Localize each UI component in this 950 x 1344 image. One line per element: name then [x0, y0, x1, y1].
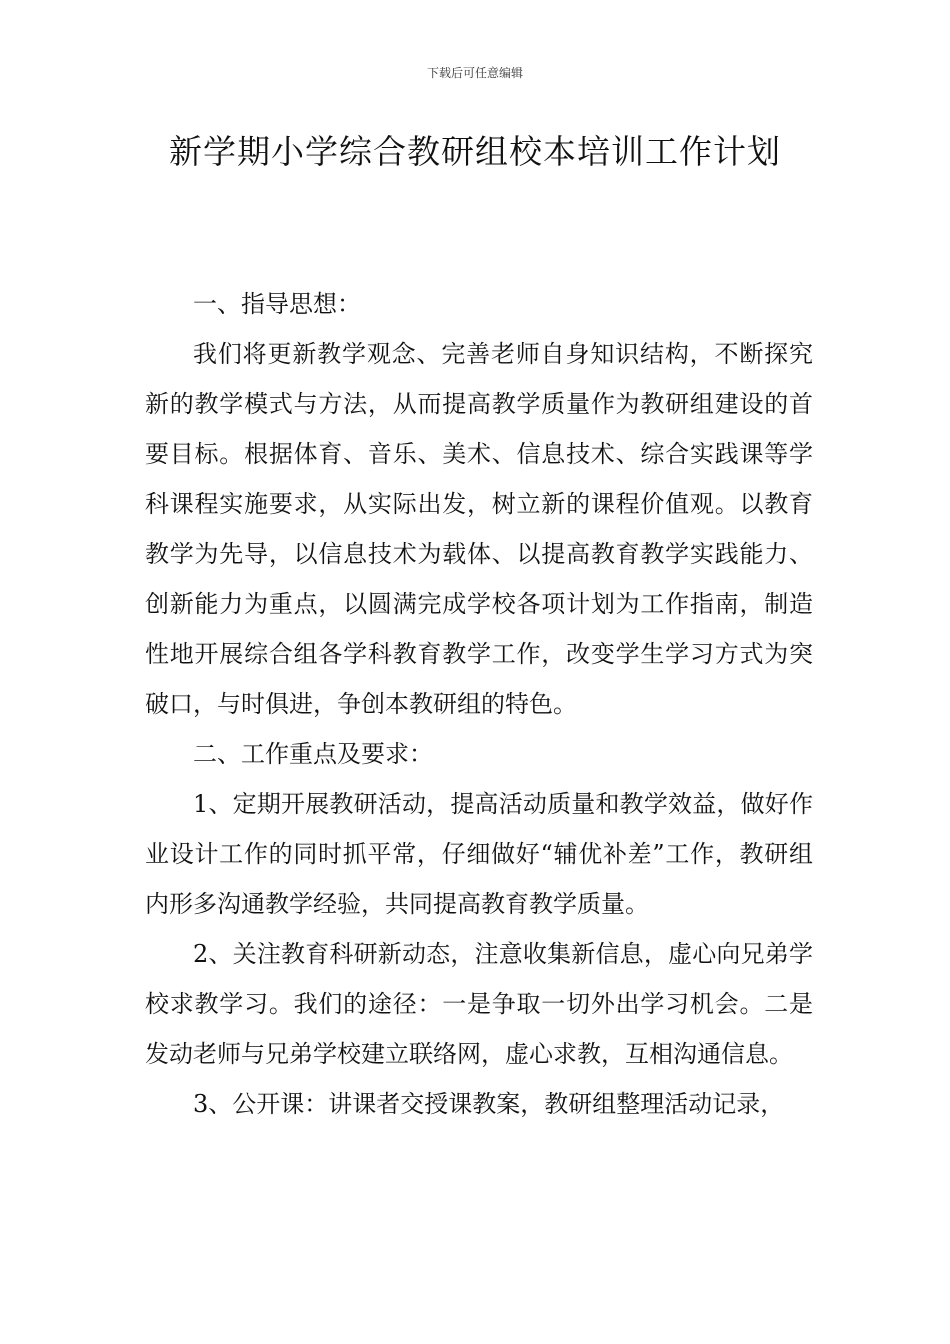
document-body — [145, 279, 813, 1129]
paragraph-item-3: 3、公开课：讲课者交授课教案，教研组整理活动记录， — [193, 1090, 785, 1118]
section-heading-guiding-thought: 一、指导思想： — [193, 290, 361, 318]
document-title: 新学期小学综合教研组校本培训工作计划 — [169, 132, 781, 171]
section-heading-work-focus: 二、工作重点及要求： — [193, 740, 433, 768]
paragraph-item-2: 2、关注教育科研新动态，注意收集新信息，虚心向兄弟学校求教学习。我们的途径：一是争取一切外出学习机会。二是发动老师与兄弟学校建立联络网，虚心求教，互相沟通信息。 — [145, 940, 813, 1068]
header-note: 下载后可任意编辑 — [426, 66, 523, 80]
paragraph-item-1: 1、定期开展教研活动，提高活动质量和教学效益，做好作业设计工作的同时抓平常，仔细做好“辅优补差”工作，教研组内形多沟通教学经验，共同提高教育教学质量。 — [145, 790, 813, 918]
paragraph-guiding-thought: 我们将更新教学观念、完善老师自身知识结构，不断探究新的教学模式与方法，从而提高教学质量作为教研组建设的首要目标。根据体育、音乐、美术、信息技术、综合实践课等学科课程实施要求，从实际出发，树立新的课程价值观。以教育教学为先导，以信息技术为载体、以提高教育教学实践能力、创新能力为重点，以圆满完成学校各项计划为工作指南，制造性地开展综合组各学科教育教学工作，改变学生学习方式为突破口，与时俱进，争创本教研组的特色。 — [145, 340, 813, 718]
